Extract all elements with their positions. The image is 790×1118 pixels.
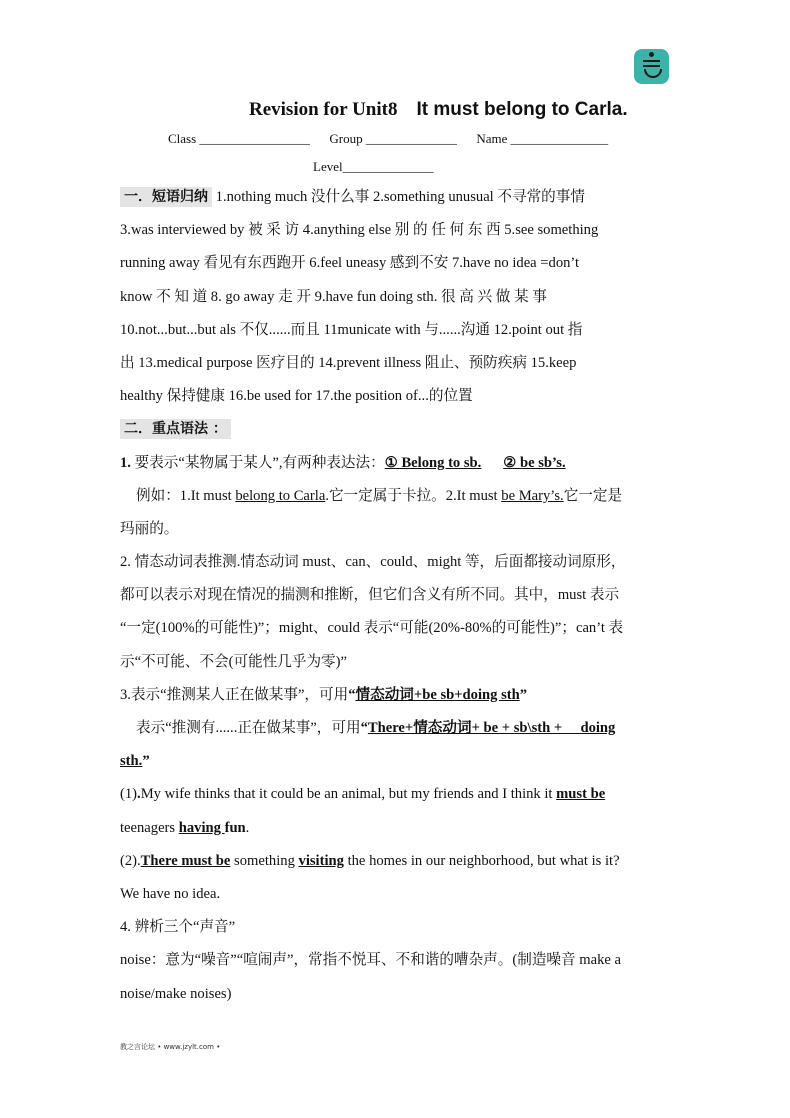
example-1-emphasis: fun	[224, 819, 246, 836]
student-info-row	[168, 131, 608, 147]
example-text: .它一定属于卡拉。2.It must	[325, 487, 502, 504]
page-title	[249, 99, 628, 121]
logo-bar-middle	[643, 65, 660, 67]
example-dot: .	[137, 786, 141, 803]
example-1-emphasis: having	[178, 819, 225, 836]
main-content	[120, 181, 670, 1011]
phrase-line-6: 出 13.medical purpose 医疗目的 14.prevent illness 阻止、预防疾病 15.keep	[120, 354, 577, 371]
example-1-text: My wife thinks that it could be an animal, but my friends and I think it	[140, 786, 557, 803]
section1-heading: 一．短语归纳	[120, 187, 212, 207]
example-2-line-1	[120, 845, 670, 878]
phrase-line-7: healthy 保持健康 16.be used for 17.the position of...的位置	[120, 388, 473, 405]
noise-line-2: noise/make noises)	[120, 985, 232, 1002]
point-3-structure: 情态动词+be sb+doing sth	[355, 686, 520, 703]
example-underline-1: belong to Carla	[235, 487, 326, 504]
example-2-text: the homes in our neighborhood, but what is it?	[343, 852, 620, 869]
example-1-text: teenagers	[120, 819, 179, 836]
phrase-line-4: know 不 知 道 8. go away 走 开 9.have fun doing sth. 很 高 兴 做 某 事	[120, 288, 547, 305]
example-1-line-1	[120, 778, 670, 811]
logo-smile	[644, 69, 662, 78]
phrase-line-5: 10.not...but...but als 不仅......而且 11municate with 与......沟通 12.point out 指	[120, 321, 583, 338]
point-3-text: 3.表示“推测某人正在做某事”，可用	[120, 686, 349, 703]
section2-heading: 二．重点语法 ：	[120, 419, 231, 439]
grammar-point-4: 4. 辨析三个“声音”	[120, 919, 236, 936]
example-2-line-2: We have no idea.	[120, 885, 221, 902]
example-2-text: something	[230, 852, 299, 869]
grammar-point-2-line-3: “一定(100%的可能性)”；might、could 表示“可能(20%-80%的可能性)”；can’t 表	[120, 620, 624, 637]
title-unit: Revision for Unit8	[249, 99, 398, 120]
example-2-emphasis: visiting	[298, 852, 344, 869]
phrase-line-1: 1.nothing much 没什么事 2.something unusual 不寻常的事情	[215, 189, 585, 205]
point-3b-structure-end: sth.	[120, 753, 143, 770]
group-field: Group ______________	[329, 131, 457, 146]
spacer	[481, 455, 503, 471]
logo-bar-top	[643, 60, 660, 62]
grammar-point-3-line-1	[120, 679, 670, 712]
section2-line	[120, 413, 670, 446]
grammar-point-2-line-2: 都可以表示对现在情况的揣测和推断，但它们含义有所不同。其中，must 表示	[120, 587, 620, 604]
logo-dot	[649, 52, 654, 57]
point-1-text: 要表示“某物属于某人”,有两种表达法：	[130, 454, 385, 471]
point-3b-structure: There+情态动词+ be + sb\sth + doing	[367, 720, 616, 736]
quote-mark: “	[348, 686, 356, 703]
example-text: 它一定是	[563, 487, 623, 504]
example-underline-2: be Mary’s.	[501, 487, 564, 504]
point-1-form-2: ② be sb’s.	[503, 454, 566, 471]
title-subtitle: It must belong to Carla.	[416, 99, 628, 120]
example-line-2: 玛丽的。	[120, 520, 179, 537]
level-field: Level______________	[313, 159, 434, 174]
grammar-point-2-line-4: 示“不可能、不会(可能性几乎为零)”	[120, 653, 347, 670]
quote-mark: ”	[519, 686, 528, 703]
quote-mark: “	[360, 720, 368, 736]
example-line-1	[120, 480, 670, 513]
example-1-emphasis: must be	[556, 786, 606, 803]
grammar-point-3-line-3	[120, 745, 670, 778]
noise-line-1: noise：意为“噪音”“喧闹声”，常指不悦耳、不和谐的嘈杂声。(制造噪音 make a	[120, 952, 621, 969]
example-text: 例如：1.It must	[136, 487, 236, 504]
example-1-line-2	[120, 812, 670, 845]
example-number: (1)	[120, 786, 138, 803]
point-number: 1.	[120, 454, 131, 471]
point-3b-text: 表示“推测有......正在做某事”，可用	[136, 720, 361, 736]
example-2-emphasis: There must be	[140, 852, 231, 869]
grammar-point-3-line-2	[120, 712, 670, 745]
name-field: Name _______________	[476, 131, 609, 146]
page-footer: 教之言论坛 • www.jzylt.com •	[120, 1043, 221, 1051]
example-1-text: .	[245, 819, 250, 836]
quote-mark: ”	[142, 753, 150, 770]
class-field: Class _________________	[168, 131, 310, 146]
logo-icon	[634, 49, 669, 84]
point-1-form-1: ① Belong to sb.	[384, 454, 482, 471]
grammar-point-2-line-1: 2. 情态动词表推测.情态动词 must、can、could、might 等，后面都接动词原形，	[120, 554, 626, 571]
phrase-line-2: 3.was interviewed by 被 采 访 4.anything else 别 的 任 何 东 西 5.see something	[120, 222, 599, 239]
section1-line-1	[120, 181, 670, 214]
phrase-line-3: running away 看见有东西跑开 6.feel uneasy 感到不安 7.have no idea =don’t	[120, 255, 580, 272]
grammar-point-1	[120, 447, 670, 480]
example-number: (2).	[120, 852, 141, 869]
